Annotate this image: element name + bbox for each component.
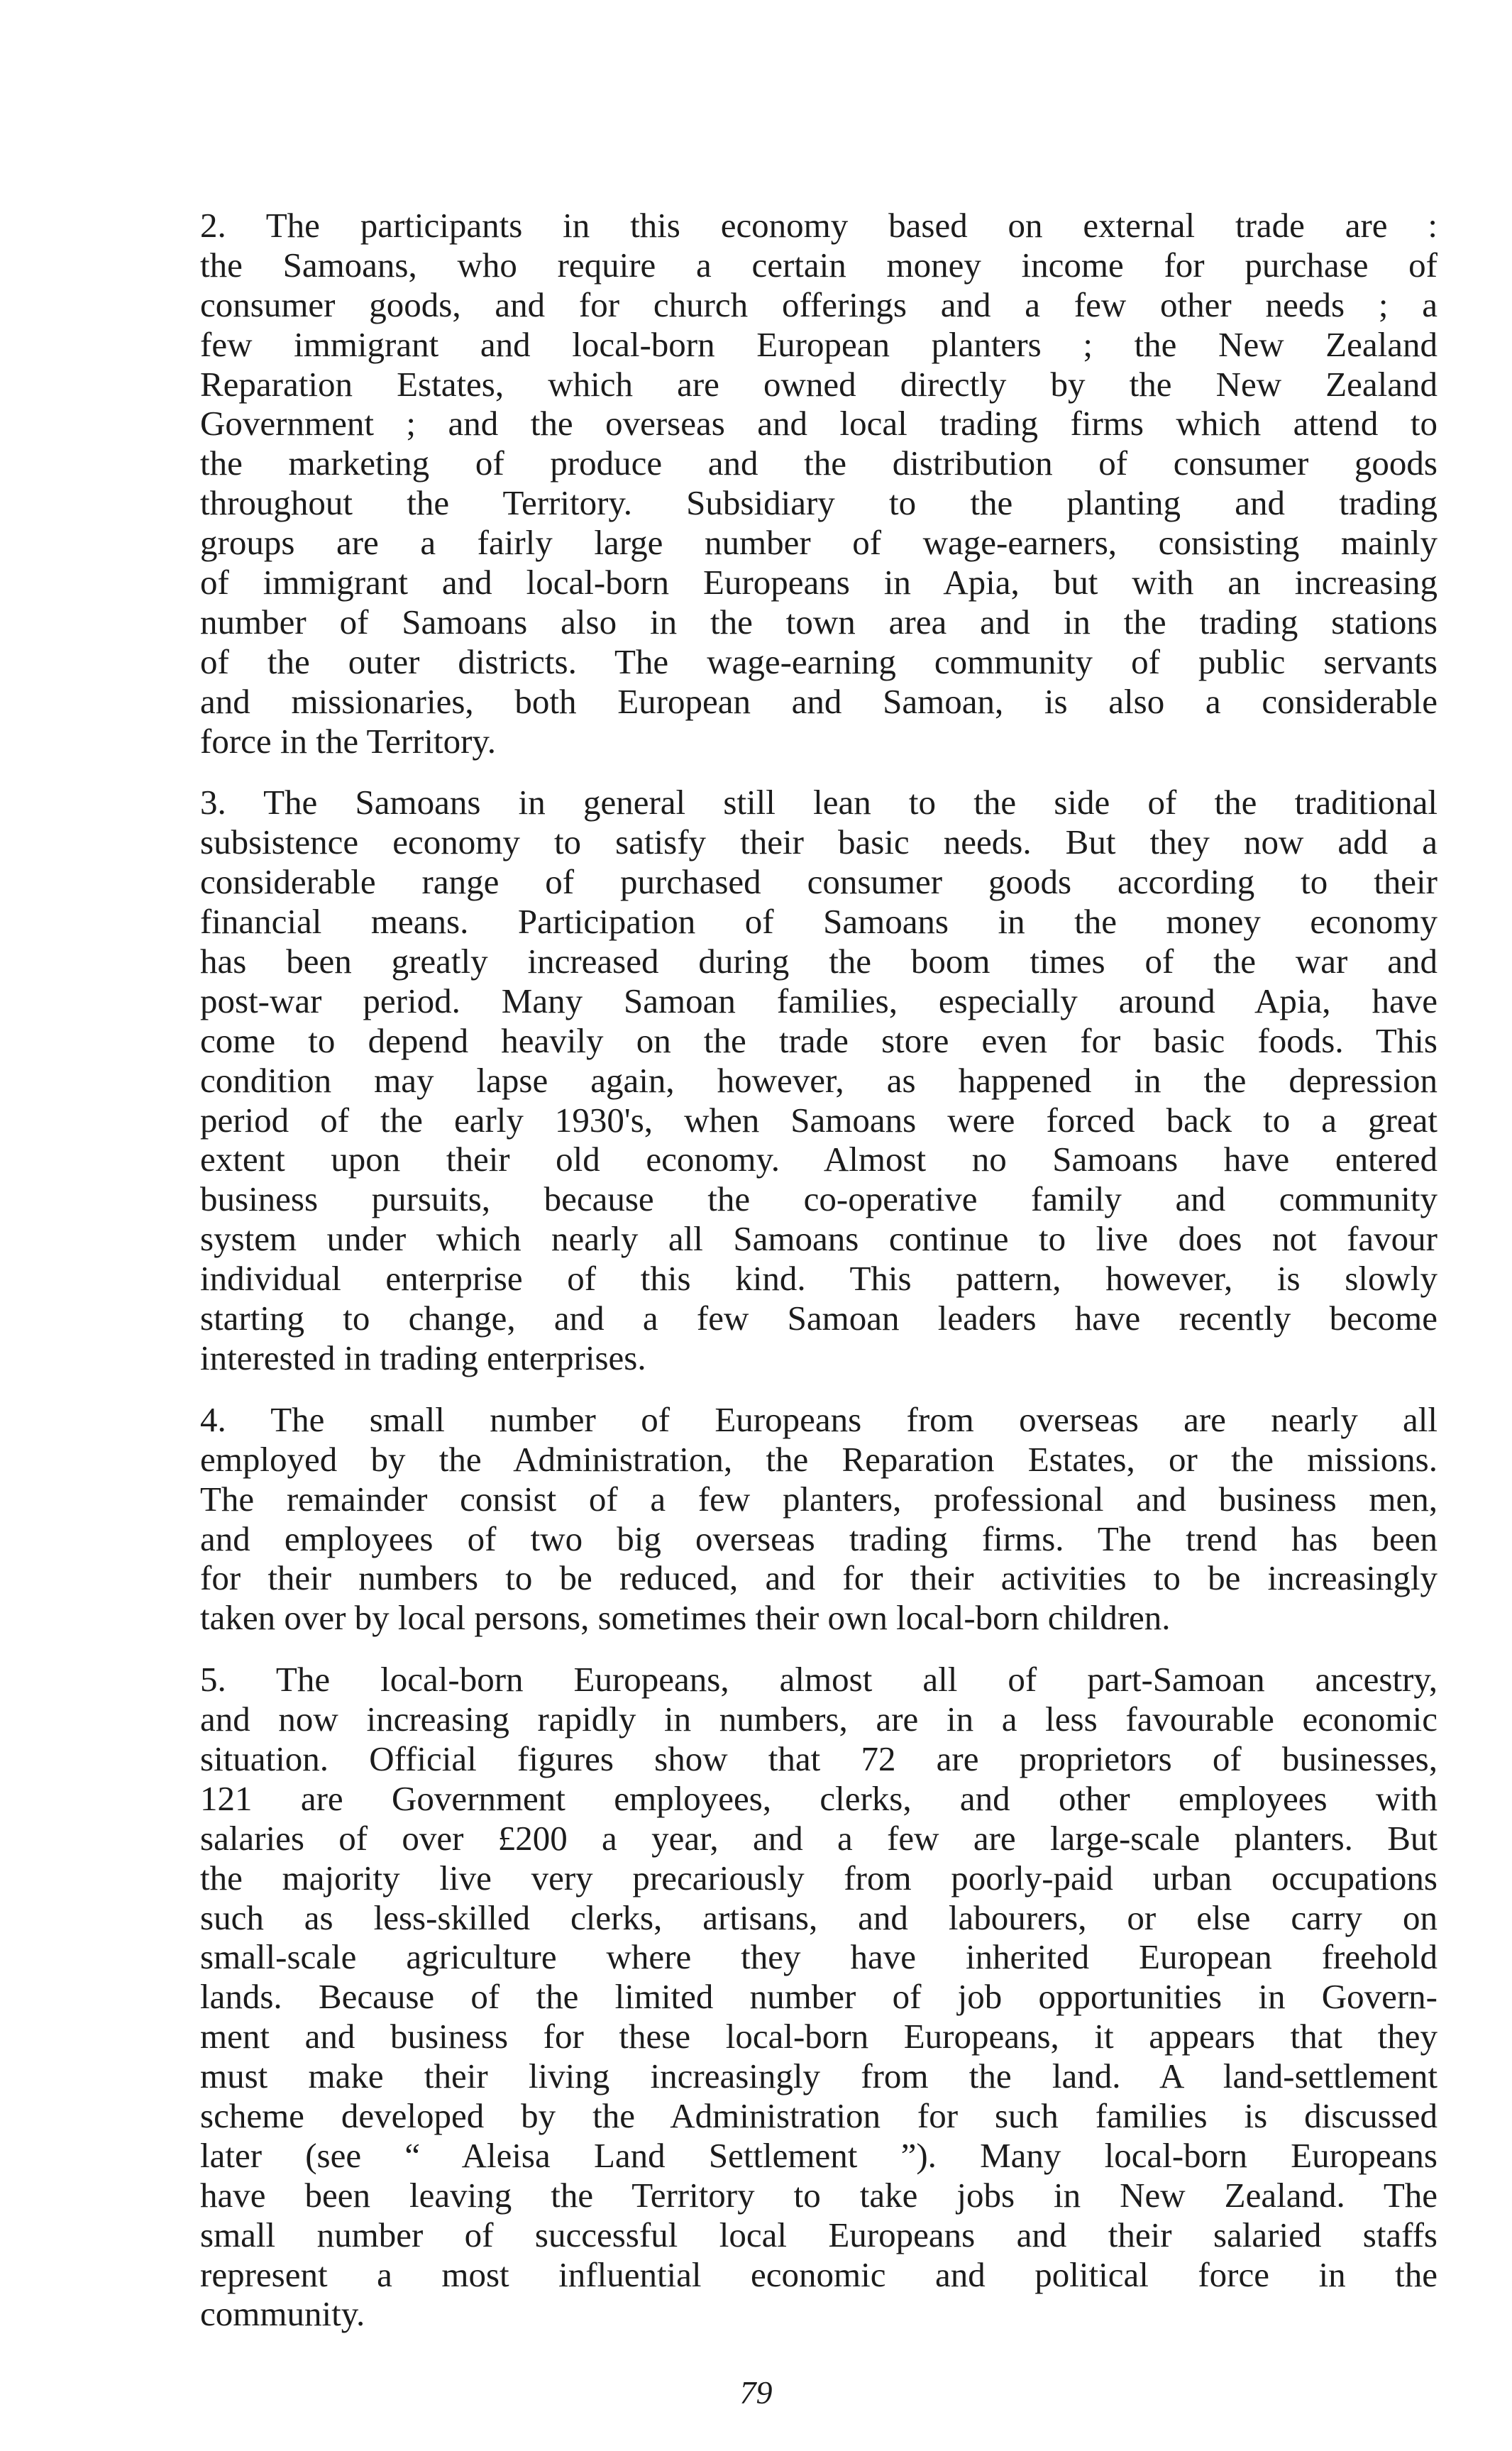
text-line: of immigrant and local-born Europeans in Apia, but with an increasing (200, 563, 1437, 602)
text-line: post-war period. Many Samoan families, especially around Apia, have (200, 981, 1437, 1020)
text-line: the majority live very precariously from poorly-paid urban occupations (200, 1858, 1437, 1898)
text-line: small number of successful local Europeans and their salaried staffs (200, 2215, 1437, 2254)
text-line: situation. Official figures show that 72 are proprietors of businesses, (200, 1739, 1437, 1778)
text-line: considerable range of purchased consumer goods according to their (200, 862, 1437, 902)
text-line: has been greatly increased during the boom times of the war and (200, 942, 1437, 981)
text-line: system under which nearly all Samoans continue to live does not favour (200, 1219, 1437, 1259)
text-line: come to depend heavily on the trade store even for basic foods. This (200, 1020, 1437, 1060)
text-line: scheme developed by the Administration for such families is discussed (200, 2095, 1437, 2135)
text-line: the Samoans, who require a certain money income for purchase of (200, 245, 1437, 285)
text-line: financial means. Participation of Samoans in the money economy (200, 902, 1437, 942)
text-line: 2. The participants in this economy based on external trade are : (200, 206, 1437, 245)
text-line: community. (200, 2294, 365, 2334)
text-line: and now increasing rapidly in numbers, are in a less favourable economic (200, 1700, 1437, 1739)
text-line: number of Samoans also in the town area and in the trading stations (200, 602, 1437, 641)
text-line: 5. The local-born Europeans, almost all of part-Samoan ancestry, (200, 1660, 1437, 1700)
paragraph-3 (200, 783, 1437, 1377)
text-line: groups are a fairly large number of wage-earners, consisting mainly (200, 523, 1437, 563)
text-line: period of the early 1930's, when Samoans were forced back to a great (200, 1100, 1437, 1140)
text-line: lands. Because of the limited number of job opportunities in Govern- (200, 1977, 1437, 2017)
text-line: condition may lapse again, however, as happened in the depression (200, 1060, 1437, 1100)
text-line: 4. The small number of Europeans from overseas are nearly all (200, 1399, 1437, 1439)
text-line: the marketing of produce and the distribution of consumer goods (200, 444, 1437, 483)
text-line: The remainder consist of a few planters, professional and business men, (200, 1479, 1437, 1519)
text-line: such as less-skilled clerks, artisans, and labourers, or else carry on (200, 1898, 1437, 1937)
text-line: for their numbers to be reduced, and for their activities to be increasingly (200, 1558, 1437, 1598)
text-line: starting to change, and a few Samoan leaders have recently become (200, 1299, 1437, 1338)
text-line: must make their living increasingly from the land. A land-settlement (200, 2056, 1437, 2096)
text-line: and missionaries, both European and Samoan, is also a considerable (200, 681, 1437, 721)
text-line: later (see “ Aleisa Land Settlement ”). Many local-born Europeans (200, 2135, 1437, 2175)
text-line: have been leaving the Territory to take jobs in New Zealand. The (200, 2175, 1437, 2215)
text-line: ment and business for these local-born Europeans, it appears that they (200, 2017, 1437, 2056)
text-line: few immigrant and local-born European planters ; the New Zealand (200, 324, 1437, 364)
paragraph-4 (200, 1400, 1437, 1638)
body-text (200, 206, 1437, 2356)
text-line: interested in trading enterprises. (200, 1338, 646, 1377)
text-line: subsistence economy to satisfy their basic needs. But they now add a (200, 822, 1437, 862)
text-line: throughout the Territory. Subsidiary to the planting and trading (200, 483, 1437, 523)
text-line: extent upon their old economy. Almost no Samoans have entered (200, 1140, 1437, 1179)
text-line: salaries of over £200 a year, and a few are large-scale planters. But (200, 1818, 1437, 1858)
text-line: and employees of two big overseas trading firms. The trend has been (200, 1519, 1437, 1558)
text-line: taken over by local persons, sometimes their own local-born children. (200, 1598, 1171, 1638)
text-line: 3. The Samoans in general still lean to the side of the traditional (200, 783, 1437, 822)
text-line: Government ; and the overseas and local trading firms which attend to (200, 404, 1437, 444)
text-line: force in the Territory. (200, 721, 496, 761)
text-line: 121 are Government employees, clerks, and other employees with (200, 1778, 1437, 1818)
text-line: individual enterprise of this kind. This pattern, however, is slowly (200, 1259, 1437, 1299)
text-line: represent a most influential economic and political force in the (200, 2254, 1437, 2294)
text-line: consumer goods, and for church offerings and a few other needs ; a (200, 285, 1437, 324)
text-line: business pursuits, because the co-operative family and community (200, 1179, 1437, 1219)
text-line: employed by the Administration, the Reparation Estates, or the missions. (200, 1439, 1437, 1479)
text-line: of the outer districts. The wage-earning community of public servants (200, 641, 1437, 681)
paragraph-5 (200, 1660, 1437, 2334)
text-line: small-scale agriculture where they have inherited European freehold (200, 1937, 1437, 1977)
text-line: Reparation Estates, which are owned directly by the New Zealand (200, 364, 1437, 404)
page-number: 79 (739, 2374, 773, 2411)
paragraph-2 (200, 206, 1437, 761)
